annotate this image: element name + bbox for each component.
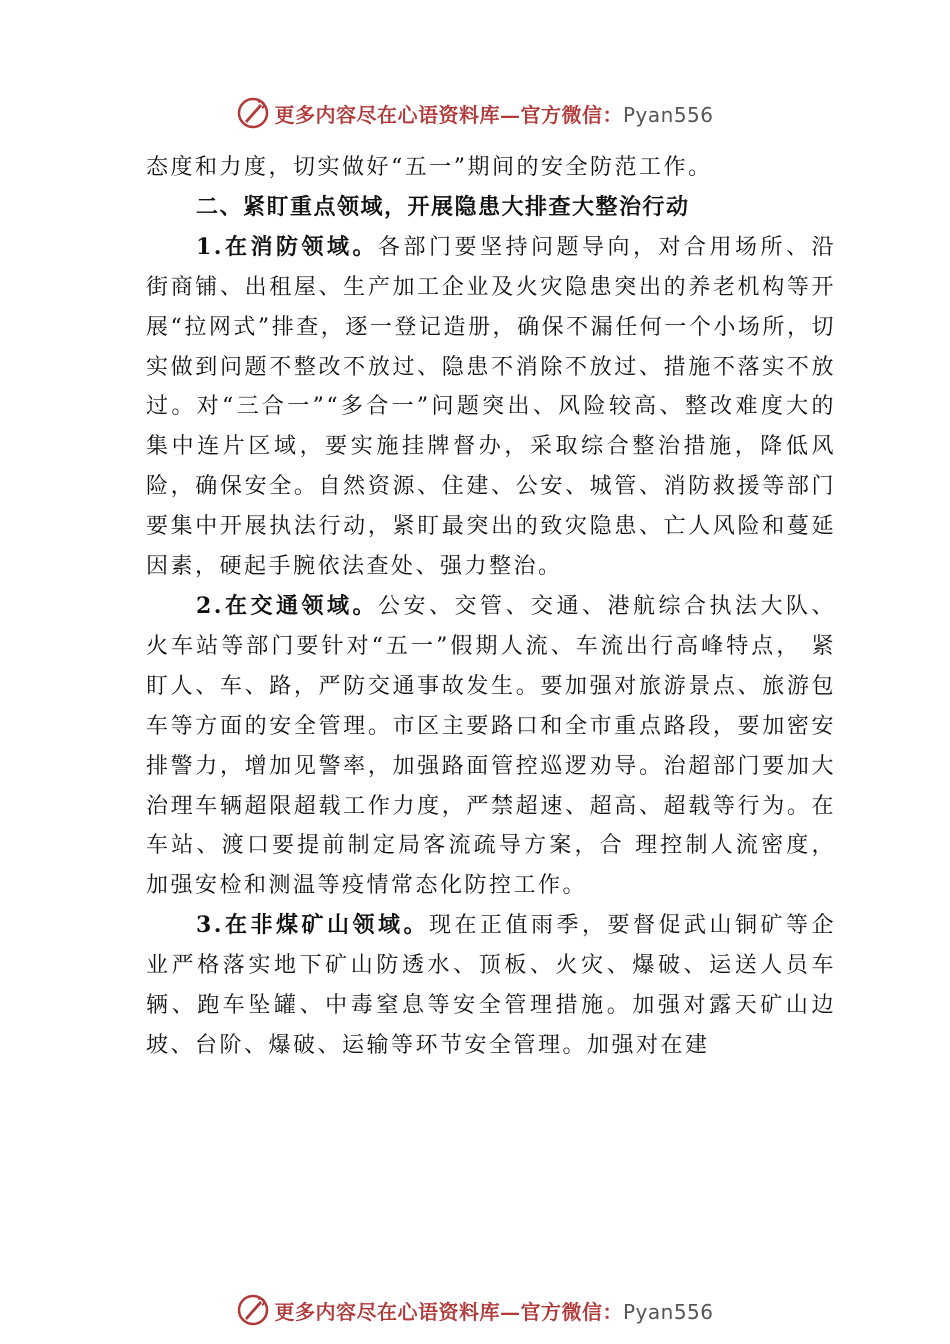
paragraph-fire-safety — [146, 228, 836, 587]
quill-logo-icon — [236, 1293, 270, 1327]
banner-wechat-id: Pyan556 — [622, 1299, 714, 1324]
paragraph-lead: 1.在消防领域。 — [196, 233, 378, 260]
banner-text — [274, 99, 713, 128]
banner-wechat-label: 官方微信： — [520, 1299, 623, 1324]
banner-site: 更多内容尽在心语资料库 — [274, 102, 500, 127]
paragraph-text: 现在正值雨季，要督促武山铜矿等企业严格落实地下矿山防透水、顶板、火灾、爆破、运送人员车辆、跑车坠罐、中毒窒息等安全管理措施。加强对露天矿山边坡、台阶、爆破、运输等环节安全管理。加强对在建 — [146, 913, 836, 1058]
paragraph-lead: 3.在非煤矿山领域。 — [196, 912, 429, 939]
paragraph-text: 各部门要坚持问题导向，对合用场所、沿街商铺、出租屋、生产加工企业及火灾隐患突出的养老机构等开展“拉网式”排查，逐一登记造册，确保不漏任何一个小场所，切实做到问题不整改不放过、隐患不消除不放过、措施不落实不放过。对“三合一”“多合一”问题突出、风险较高、整改难度大的集中连片区域，要实施挂牌督办，采取综合整治措施，降低风险，确保安全。自然资源、住建、公安、城管、消防救援等部门要集中开展执法行动，紧盯最突出的致灾隐患、亡人风险和蔓延因素，硬起手腕依法查处、强力整治。 — [146, 234, 836, 580]
paragraph-text: 公安、交管、交通、港航综合执法大队、火车站等部门要针对“五一”假期人流、车流出行高峰特点， 紧盯人、车、路，严防交通事故发生。要加强对旅游景点、旅游包车等方面的安全管理。市区主要路口和全市重点路段，要加密安排警力，增加见警率，加强路面管控巡逻劝导。治超部门要加大治理车辆超限超载工作力度，严禁超速、超高、超载等行为。在车站、渡口要提前制定局客流疏导方案，合 理控制人流密度，加强安检和测温等疫情常态化防控工作。 — [146, 593, 836, 899]
paragraph-mining — [146, 906, 836, 1066]
footer-banner — [0, 1290, 950, 1330]
banner-text — [274, 1296, 713, 1325]
banner-wechat-id: Pyan556 — [622, 102, 714, 127]
header-banner — [0, 93, 950, 133]
banner-dash: — — [499, 1299, 521, 1324]
paragraph-traffic — [146, 587, 836, 906]
quill-logo-icon — [236, 96, 270, 130]
banner-dash: — — [499, 102, 521, 127]
banner-wechat-label: 官方微信： — [520, 102, 623, 127]
document-body — [146, 148, 836, 1066]
paragraph-continuation: 态度和力度，切实做好“五一”期间的安全防范工作。 — [146, 155, 713, 180]
section-heading: 二、紧盯重点领域，开展隐患大排查大整治行动 — [196, 194, 690, 220]
paragraph-lead: 2.在交通领域。 — [196, 592, 378, 619]
banner-site: 更多内容尽在心语资料库 — [274, 1299, 500, 1324]
